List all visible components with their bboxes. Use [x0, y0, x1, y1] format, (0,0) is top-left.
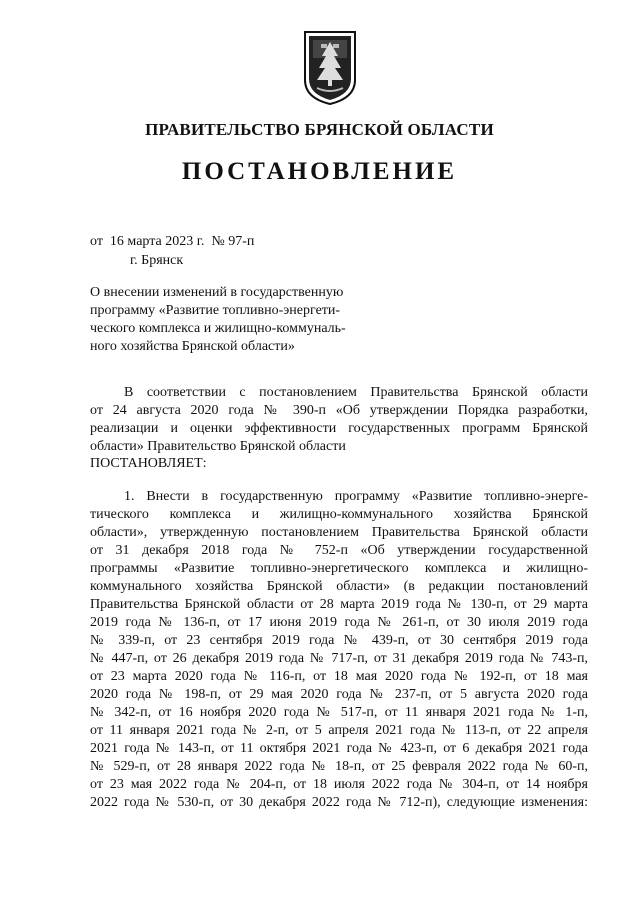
item-1-line: 1. Внести в государственную программу «Развитие топливно-энерге- [124, 489, 588, 504]
city-line: г. Брянск [130, 253, 184, 268]
item-1-line: коммунального хозяйства Брянской области» (в редакции постановлений [90, 579, 588, 594]
preamble-line: от 24 августа 2020 года № 390-п «Об утверждении Порядка разработки, [90, 403, 588, 418]
preamble-line: реализации и оценки эффективности государственных программ Брянской [90, 421, 588, 436]
item-1-line: 2019 года № 136-п, от 17 июня 2019 года № 261-п, от 30 июля 2019 года [90, 615, 588, 630]
item-1-line: Правительства Брянской области от 28 марта 2019 года № 130-п, от 29 марта [90, 597, 588, 612]
preamble-paragraph [90, 384, 588, 456]
item-1-paragraph [90, 488, 588, 812]
item-1-line: от 23 марта 2020 года № 116-п, от 18 мая 2020 года № 192-п, от 18 мая [90, 669, 588, 684]
decree-word: ПОСТАНОВЛЯЕТ: [90, 456, 207, 471]
item-1-line: 2021 года № 143-п, от 11 октября 2021 года № 423-п, от 6 декабря 2021 года [90, 741, 588, 756]
item-1-line: программы «Развитие топливно-энергетического комплекса и жилищно- [90, 561, 588, 576]
subject-line: ного хозяйства Брянской области» [90, 339, 295, 354]
preamble-line: области» Правительство Брянской области [90, 439, 346, 454]
item-1-line: № 339-п, от 23 сентября 2019 года № 439-п, от 30 сентября 2019 года [90, 633, 588, 648]
item-1-line: 2022 года № 530-п, от 30 декабря 2022 года № 712-п), следующие изменения: [90, 795, 588, 810]
item-1-line: № 342-п, от 16 ноября 2020 года № 517-п, от 11 января 2021 года № 1-п, [90, 705, 588, 720]
government-name: ПРАВИТЕЛЬСТВО БРЯНСКОЙ ОБЛАСТИ [145, 120, 494, 139]
item-1-line: № 529-п, от 28 января 2022 года № 18-п, от 25 февраля 2022 года № 60-п, [90, 759, 588, 774]
item-1-line: области», утвержденную постановлением Правительства Брянской области [90, 525, 588, 540]
coat-of-arms-emblem [303, 30, 357, 106]
subject-line: программу «Развитие топливно-энергети- [90, 303, 341, 318]
item-1-line: от 23 мая 2022 года № 204-п, от 18 июля 2022 года № 304-п, от 14 ноября [90, 777, 588, 792]
preamble-line: В соответствии с постановлением Правительства Брянской области [124, 385, 588, 400]
subject-line: О внесении изменений в государственную [90, 285, 344, 300]
item-1-line: 2020 года № 198-п, от 29 мая 2020 года № 237-п, от 5 августа 2020 года [90, 687, 588, 702]
date-number-line: от 16 марта 2023 г. № 97-п [90, 234, 255, 249]
document-type-title: ПОСТАНОВЛЕНИЕ [181, 158, 458, 185]
item-1-line: от 11 января 2021 года № 2-п, от 5 апреля 2021 года № 113-п, от 22 апреля [90, 723, 588, 738]
subject-block [90, 284, 380, 356]
item-1-line: от 31 декабря 2018 года № 752-п «Об утверждении государственной [90, 543, 588, 558]
item-1-line: тического комплекса и жилищно-коммунального хозяйства Брянской [90, 507, 588, 522]
item-1-line: № 447-п, от 26 декабря 2019 года № 717-п, от 31 декабря 2019 года № 743-п, [90, 651, 588, 666]
subject-line: ческого комплекса и жилищно-коммуналь- [90, 321, 346, 336]
